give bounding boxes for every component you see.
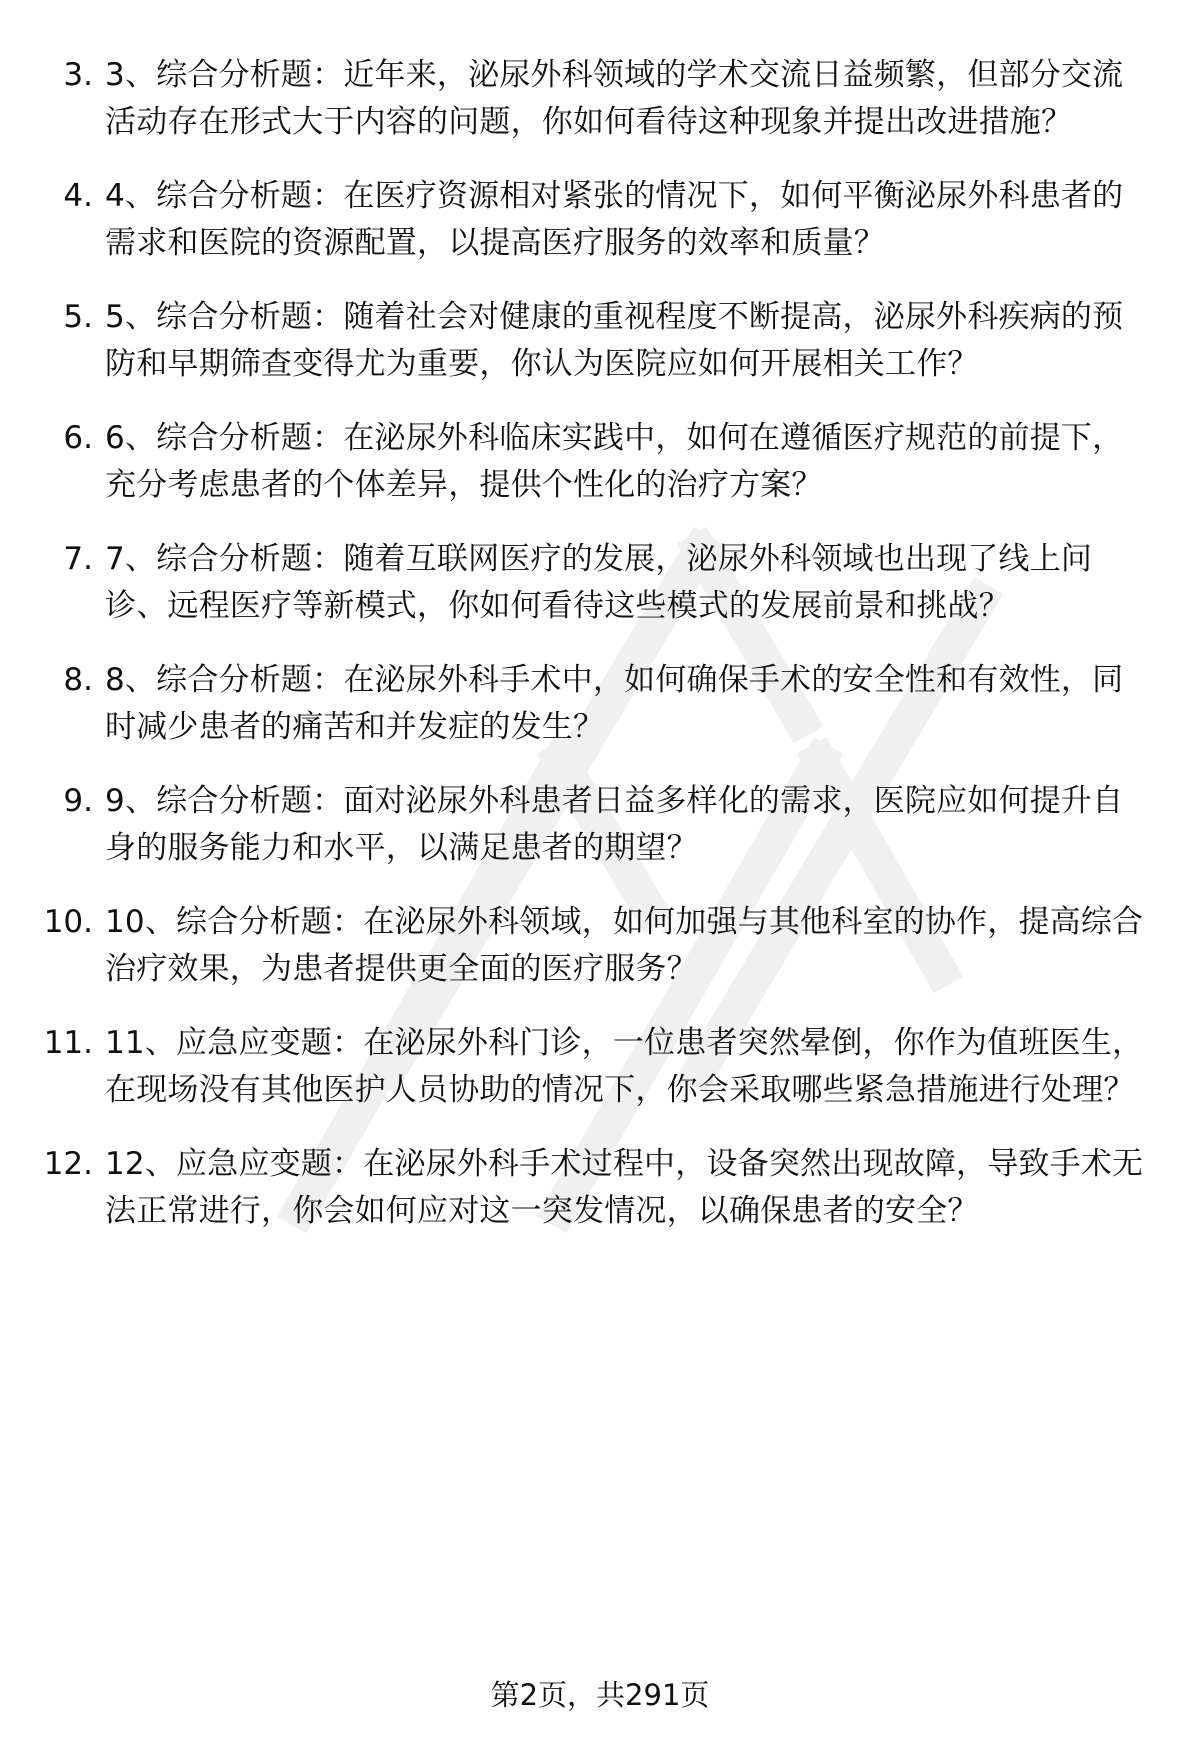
question-number: 12. [43, 1146, 93, 1182]
question-number: 9. [63, 783, 93, 819]
question-item [0, 52, 1200, 146]
question-text: 12、应急应变题：在泌尿外科手术过程中，设备突然出现故障，导致手术无法正常进行，你会如何应对这一突发情况，以确保患者的安全？ [105, 1146, 1144, 1229]
question-item [0, 294, 1200, 388]
question-text: 7、综合分析题：随着互联网医疗的发展，泌尿外科领域也出现了线上问诊、远程医疗等新模式，你如何看待这些模式的发展前景和挑战？ [105, 541, 1093, 624]
question-text: 4、综合分析题：在医疗资源相对紧张的情况下，如何平衡泌尿外科患者的需求和医院的资源配置，以提高医疗服务的效率和质量？ [105, 178, 1124, 261]
question-text: 5、综合分析题：随着社会对健康的重视程度不断提高，泌尿外科疾病的预防和早期筛查变得尤为重要，你认为医院应如何开展相关工作？ [105, 299, 1124, 382]
question-text: 6、综合分析题：在泌尿外科临床实践中，如何在遵循医疗规范的前提下，充分考虑患者的个体差异，提供个性化的治疗方案？ [105, 420, 1124, 503]
page-footer: 第2页，共291页 [490, 1678, 710, 1712]
question-number: 11. [43, 1025, 93, 1061]
question-item [0, 657, 1200, 751]
question-item [0, 1141, 1200, 1235]
question-number: 10. [43, 904, 93, 940]
question-item [0, 1020, 1200, 1114]
question-number: 5. [63, 299, 93, 335]
question-text: 3、综合分析题：近年来，泌尿外科领域的学术交流日益频繁，但部分交流活动存在形式大于内容的问题，你如何看待这种现象并提出改进措施？ [105, 57, 1124, 140]
question-item [0, 778, 1200, 872]
question-item [0, 899, 1200, 993]
question-text: 10、综合分析题：在泌尿外科领域，如何加强与其他科室的协作，提高综合治疗效果，为患者提供更全面的医疗服务？ [105, 904, 1144, 987]
question-text: 8、综合分析题：在泌尿外科手术中，如何确保手术的安全性和有效性，同时减少患者的痛苦和并发症的发生？ [105, 662, 1124, 745]
question-number: 3. [63, 57, 93, 93]
question-number: 4. [63, 178, 93, 214]
question-number: 6. [63, 420, 93, 456]
question-text: 11、应急应变题：在泌尿外科门诊，一位患者突然晕倒，你作为值班医生，在现场没有其他医护人员协助的情况下，你会采取哪些紧急措施进行处理？ [105, 1025, 1144, 1108]
question-number: 8. [63, 662, 93, 698]
question-item [0, 536, 1200, 630]
question-number: 7. [63, 541, 93, 577]
question-item [0, 173, 1200, 267]
question-text: 9、综合分析题：面对泌尿外科患者日益多样化的需求，医院应如何提升自身的服务能力和水平，以满足患者的期望？ [105, 783, 1124, 866]
question-list [0, 52, 1200, 1262]
question-item [0, 415, 1200, 509]
